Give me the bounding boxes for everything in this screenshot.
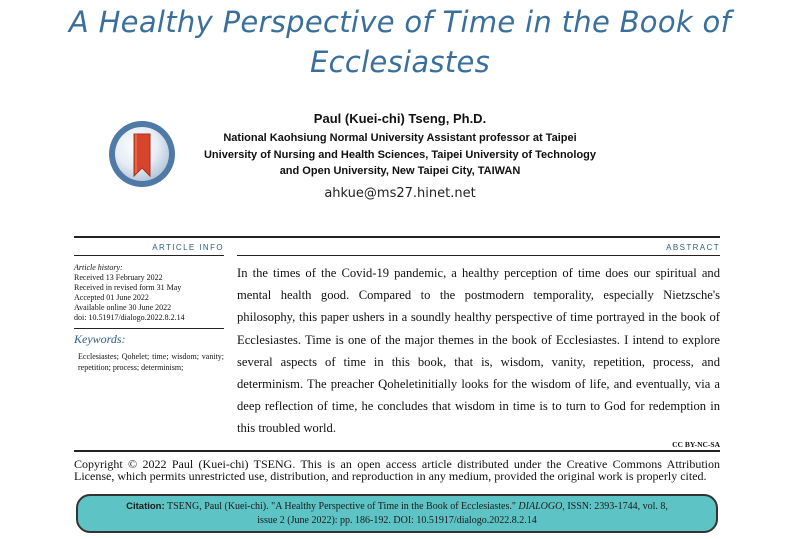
- author-name: Paul (Kuei-chi) Tseng, Ph.D.: [313, 111, 487, 126]
- citation-box: [76, 494, 718, 533]
- citation-line-1: [78, 500, 716, 514]
- affiliation-line: and Open University, New Taipei City, TAIWAN: [279, 165, 521, 177]
- citation-label: Citation:: [126, 501, 165, 512]
- citation-journal: DIALOGO: [518, 501, 563, 512]
- history-received: Received 13 February 2022: [74, 273, 163, 282]
- keywords-divider: [74, 328, 224, 329]
- bottom-divider: [74, 450, 720, 452]
- abstract-column: [237, 238, 720, 450]
- history-revised: Received in revised form 31 May: [74, 283, 182, 292]
- article-info-heading: ARTICLE INFO: [74, 238, 224, 256]
- history-doi[interactable]: doi: 10.51917/dialogo.2022.8.2.14: [74, 313, 185, 322]
- author-block: [190, 110, 610, 203]
- abstract-heading: ABSTRACT: [237, 238, 720, 256]
- history-online: Available online 30 June 2022: [74, 303, 172, 312]
- journal-logo-icon: [106, 118, 178, 190]
- citation-line-2: issue 2 (June 2022): pp. 186-192. DOI: 10.51917/dialogo.2022.8.2.14: [257, 515, 537, 526]
- copyright-line-1: Copyright © 2022 Paul (Kuei-chi) TSENG. This is an open access article distributed under the Creative Commons Attribution: [74, 457, 720, 471]
- author-email[interactable]: ahkue@ms27.hinet.net: [324, 185, 476, 201]
- article-info-column: [74, 238, 224, 450]
- affiliation-line: National Kaohsiung Normal University Assistant professor at Taipei: [223, 132, 577, 144]
- author-affiliation: [190, 130, 610, 180]
- citation-issn: , ISSN: 2393-1744, vol. 8,: [562, 501, 668, 512]
- affiliation-line: University of Nursing and Health Sciences, Taipei University of Technology: [203, 148, 596, 161]
- copyright-notice: [74, 458, 720, 482]
- copyright-line-2: License, which permits unrestricted use, distribution, and reproduction in any medium, provided the original work is properly cited.: [74, 469, 707, 483]
- keywords-list: Ecclesiastes; Qohelet; time; wisdom; vanity; repetition; process; determinism;: [78, 352, 224, 372]
- paper-title: A Healthy Perspective of Time in the Book of Ecclesiastes: [68, 5, 732, 79]
- history-label: Article history:: [74, 263, 123, 272]
- citation-text: TSENG, Paul (Kuei-chi). "A Healthy Perspective of Time in the Book of Ecclesiastes.": [166, 501, 516, 512]
- license-label: CC BY-NC-SA: [672, 439, 720, 449]
- abstract-text: In the times of the Covid-19 pandemic, a healthy perception of time does our spiritual and mental health good. Compared to the postmodern temporality, especially Nietzsche's philosophy, this paper ushers in a soundly healthy perspective of time portrayed in the book of Ecclesiastes. Time is one of the major themes in the book of Ecclesiastes. I intend to explore several aspects of time in this book, that is, wisdom, vanity, repetition, process, and determinism. The preacher Qoheletinitially looks for the wisdom of life, and eventually, via a deep reflection of time, he concludes that wisdom in time is to turn to God for redemption in this troubled world.: [237, 266, 720, 436]
- history-accepted: Accepted 01 June 2022: [74, 293, 149, 302]
- keywords-label: Keywords:: [74, 332, 126, 346]
